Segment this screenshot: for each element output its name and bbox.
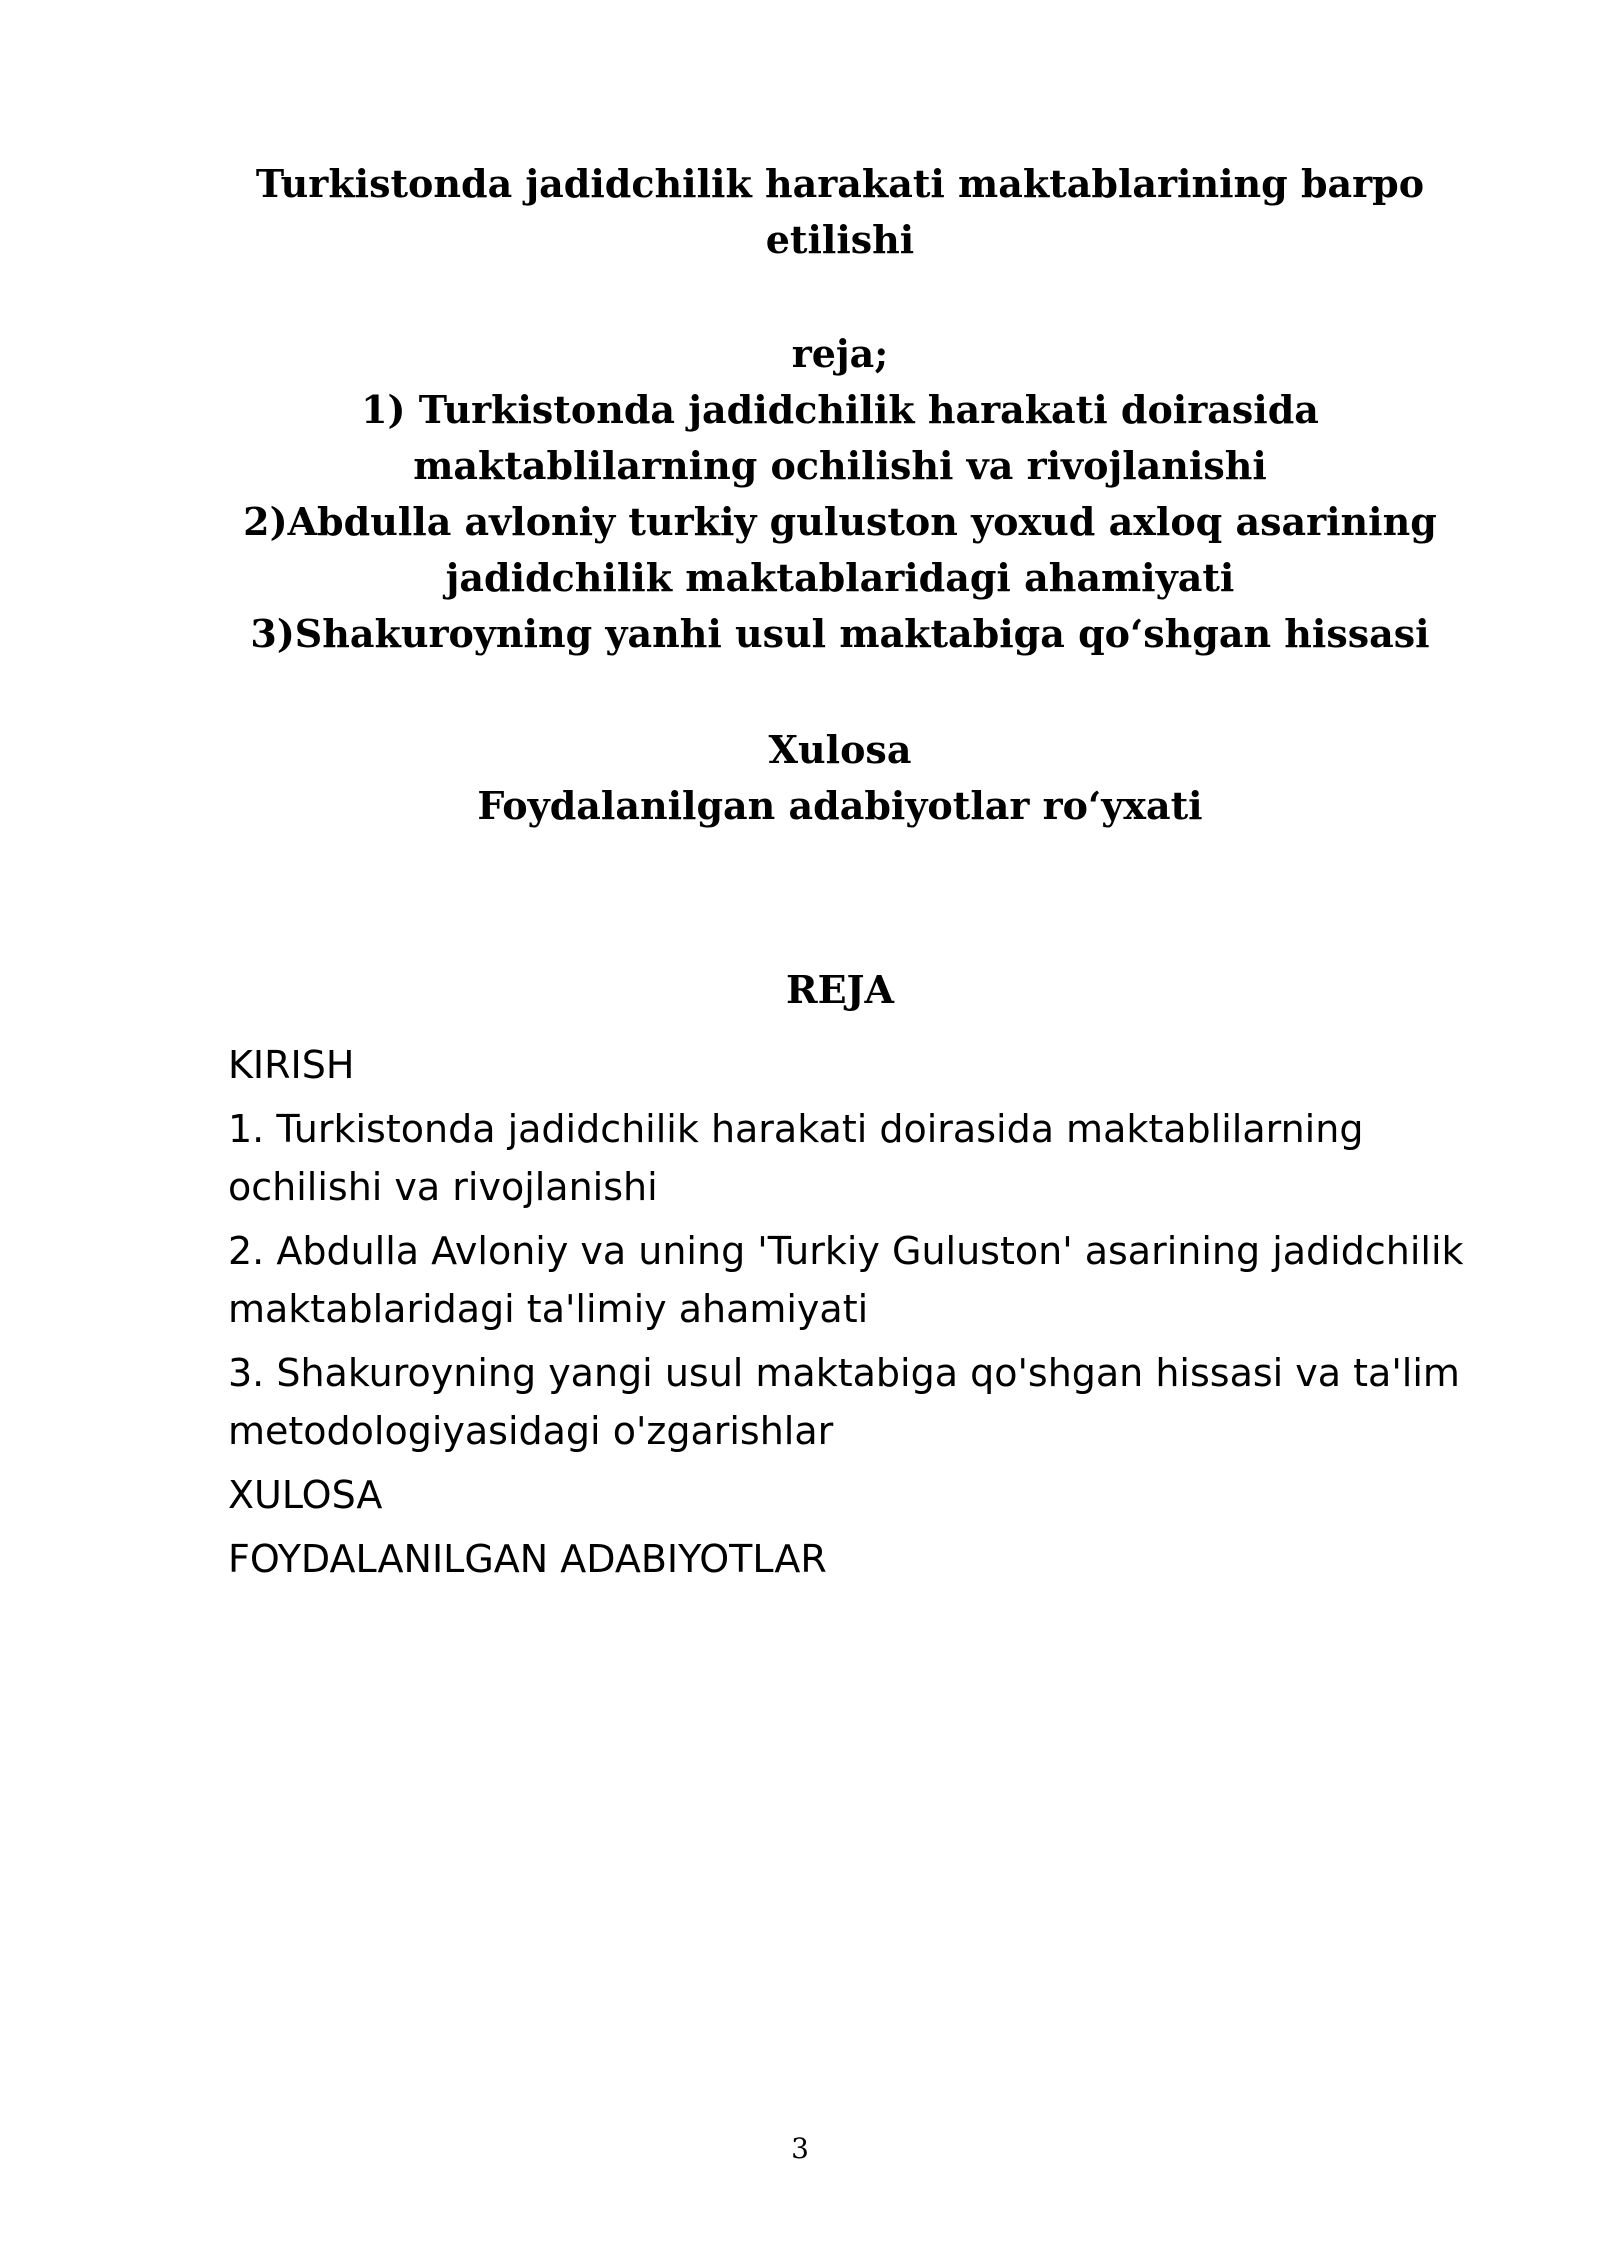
toc-item-1: 1. Turkistonda jadidchilik harakati doirasida maktablilarning ochilishi va rivojlanishi [228,1107,1364,1209]
title-line-1: Turkistonda jadidchilik harakati maktablarining barpo [255,161,1425,206]
toc-item-conclusion: XULOSA [228,1473,383,1517]
toc-item-introduction: KIRISH [228,1043,355,1087]
table-of-contents [228,1036,1488,1594]
plan-line: maktablilarning ochilishi va rivojlanishi [413,443,1267,488]
plan-line: 3)Shakuroyning yanhi usul maktabiga qo‘shgan hissasi [250,611,1430,656]
plan-heading: reja; [791,331,889,376]
toc-item-3: 3. Shakuroyning yangi usul maktabiga qo'shgan hissasi va ta'lim metodologiyasidagi o'zgarishlar [228,1351,1460,1453]
plan-line: 2)Abdulla avloniy turkiy guluston yoxud axloq asarining [243,499,1437,544]
toc-item-2: 2. Abdulla Avloniy va uning 'Turkiy Guluston' asarining jadidchilik maktablaridagi ta'limiy ahamiyati [228,1229,1464,1331]
plan-closing [240,722,1440,834]
plan-conclusion: Xulosa [768,727,912,772]
toc-heading: REJA [785,967,894,1012]
document-title [240,156,1440,268]
toc-item-references: FOYDALANILGAN ADABIYOTLAR [228,1537,827,1581]
page-number: 3 [791,2132,809,2165]
title-line-2: etilishi [765,217,915,262]
plan-references: Foydalanilgan adabiyotlar ro‘yxati [477,783,1203,828]
plan-line: jadidchilik maktablaridagi ahamiyati [445,555,1235,600]
plan-line: 1) Turkistonda jadidchilik harakati doirasida [361,387,1319,432]
plan-outline [240,326,1440,662]
